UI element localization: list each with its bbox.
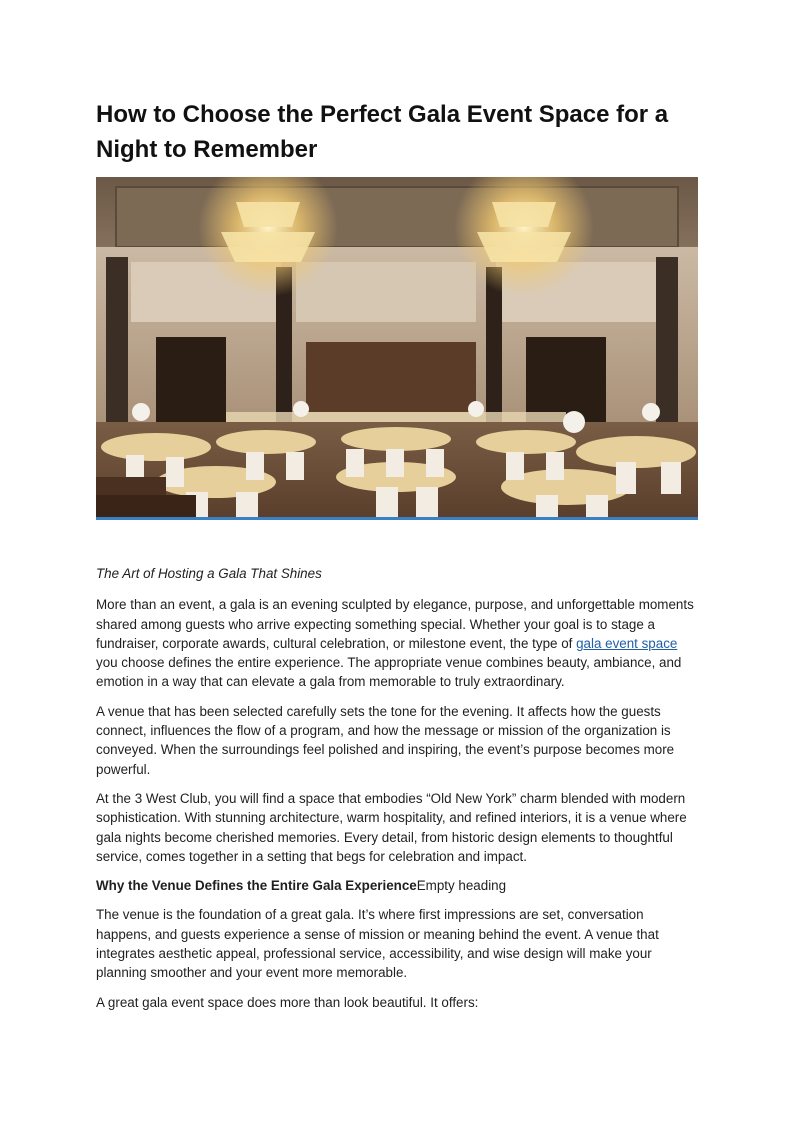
image-divider [96,517,698,520]
article-title: How to Choose the Perfect Gala Event Space for a Night to Remember [96,101,669,163]
paragraph-1 [96,595,696,691]
paragraph-3: At the 3 West Club, you will find a space that embodies “Old New York” charm blended with modern sophistication. With stunning architecture, warm hospitality, and refined interiors, it is a venue where gala nights become cherished memories. Every detail, from historic design elements to thoughtful service, comes together in a setting that begs for celebration and impact. [96,790,687,864]
paragraph-2: A venue that has been selected carefully sets the tone for the evening. It affects how the guests connect, influences the flow of a program, and how the message or mission of the organization is conveyed. When the surroundings feel polished and inspiring, the event’s purpose becomes more powerful. [96,703,675,777]
article-body [96,564,696,1022]
gala-event-space-link[interactable]: gala event space [576,635,678,651]
paragraph-4: The venue is the foundation of a great gala. It’s where first impressions are set, conversation happens, and guests experience a sense of mission or meaning behind the event. A venue that integrates aesthetic appeal, professional service, accessibility, and wise design will make your planning smoother and your event more memorable. [96,907,659,981]
article-subheading: The Art of Hosting a Gala That Shines [96,566,322,581]
paragraph-5: A great gala event space does more than look beautiful. It offers: [96,994,479,1010]
paragraph-1-text-a: More than an event, a gala is an evening sculpted by elegance, purpose, and unforgettable moments shared among guests who arrive expecting something special. Whether your goal is to stage a fundraiser, corporate awards, cultural celebration, or milestone event, the type of [96,597,694,651]
section-heading [96,876,696,895]
hero-image [96,177,698,517]
paragraph-1-text-b: you choose defines the entire experience. The appropriate venue combines beauty, ambiance, and emotion in a way that can elevate a gala from memorable to truly extraordinary. [96,655,682,690]
ballroom-photo [96,177,698,517]
section-heading-suffix: Empty heading [416,878,507,894]
section-heading-bold: Why the Venue Defines the Entire Gala Experience [96,878,417,894]
